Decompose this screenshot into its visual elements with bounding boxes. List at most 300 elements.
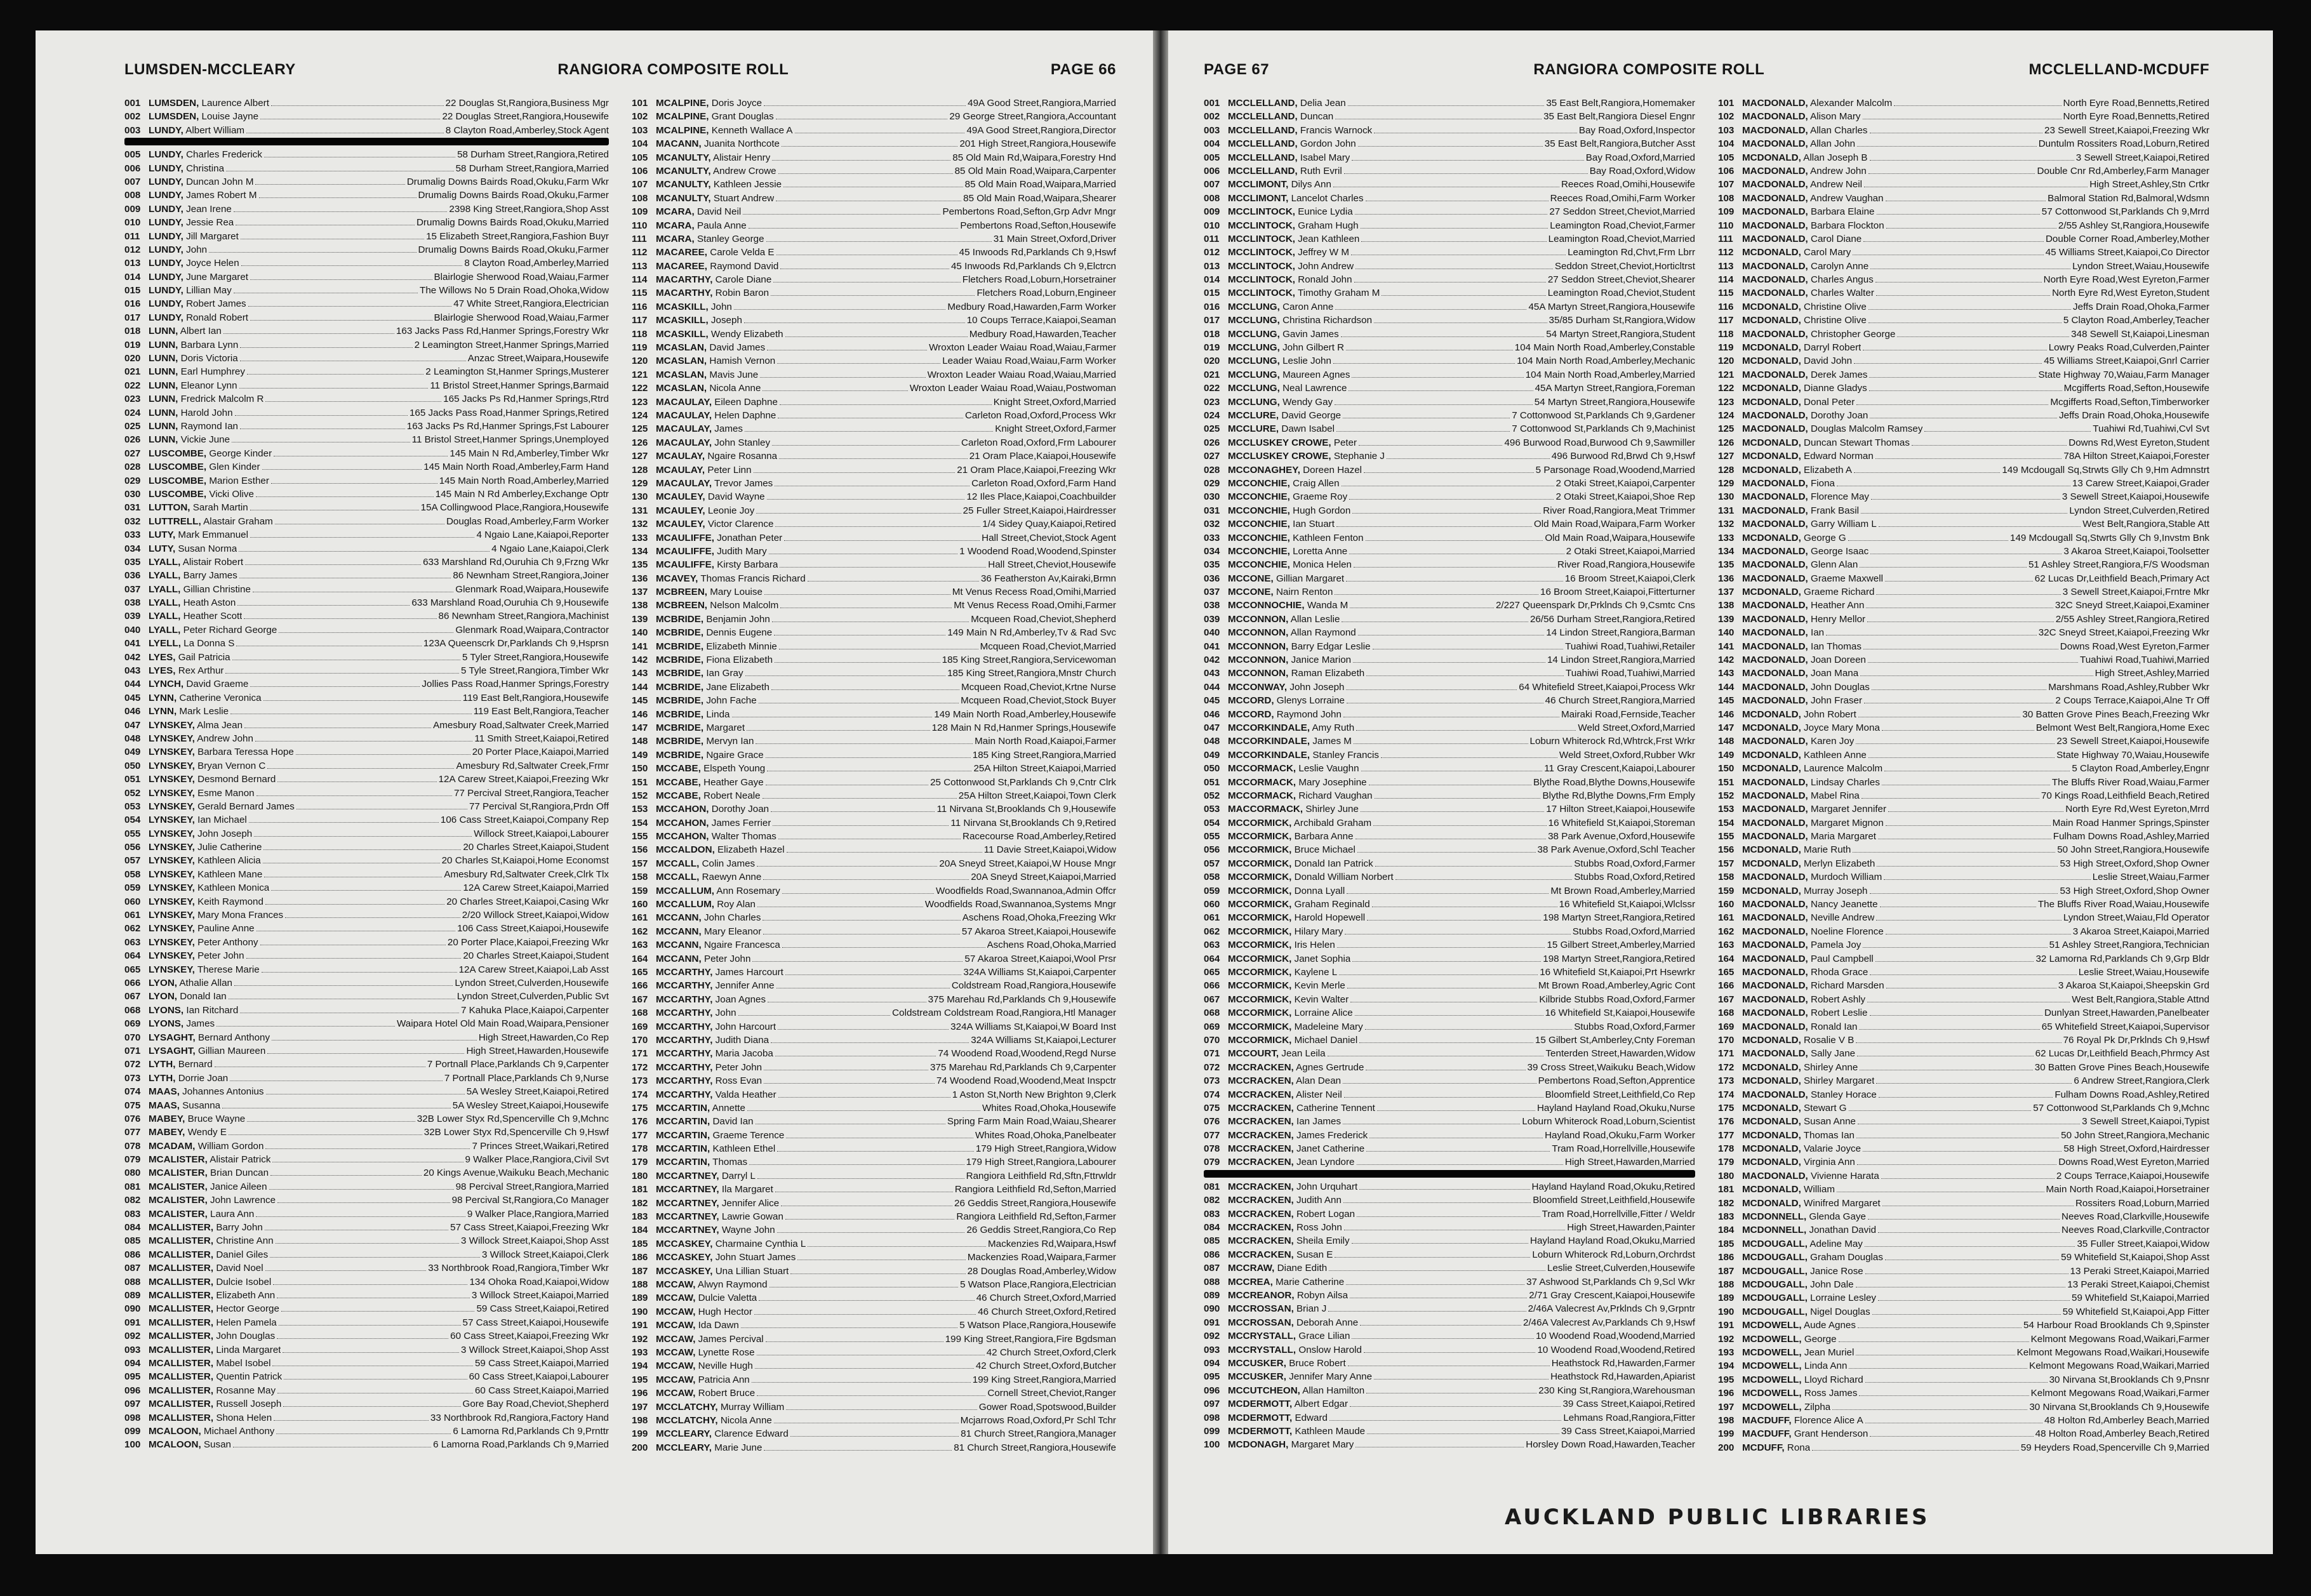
entry-surname: MCCALDON, [656,844,715,856]
entry-number: 172 [632,1061,648,1073]
entry-address: Hayland Hayland Road,Okuku,Married [1529,1235,1695,1247]
entry-name [149,841,262,854]
entry-surname: MCDOUGALL, [1742,1306,1808,1317]
entry-number: 003 [1204,124,1220,136]
entry-surname: MACARTHY, [656,274,713,286]
entry-surname: MACDONALD, [1742,668,1808,679]
entry-given-names: Alistair Henry [713,152,771,163]
entry-given-names: Gillian Christine [183,583,251,595]
entry-name [656,137,780,150]
entry-surname: LUNN, [149,326,178,337]
entry-given-names: Nigel Douglas [1810,1306,1870,1317]
entry-given-names: Doreen Hazel [1303,464,1362,475]
roll-entry [1204,396,1695,409]
entry-surname: MCARA, [656,233,695,244]
entry-address: 3 Sewell Street,Kaiapoi,Housewife [2061,491,2209,503]
roll-entry [632,979,1116,992]
entry-surname: MCDONALD, [1742,451,1801,462]
entry-address: 2/20 Willock Street,Kaiapoi,Widow [462,910,609,921]
entry-number: 164 [632,953,648,964]
entry-number: 030 [124,488,141,500]
dot-leader [232,434,410,442]
entry-address: 633 Marshland Road,Ouruhia Ch 9,Housewife [411,597,609,609]
dot-leader [1865,1266,2068,1274]
entry-address: Douglas Road,Amberley,Farm Worker [446,515,609,527]
entry-number: 152 [1718,790,1735,801]
page-66 [36,30,1153,1554]
entry-number: 035 [124,556,141,568]
entry-given-names: Joan Agnes [715,994,766,1005]
entry-number: 141 [1718,641,1735,652]
dot-leader [763,872,969,880]
dot-leader [1369,1130,1543,1138]
entry-address: 2/55 Ashley St,Rangiora,Housewife [2058,220,2209,231]
entry-name [656,1223,775,1237]
entry-name [1228,436,1357,449]
entry-address: 2398 King Street,Rangiora,Shop Asst [449,203,609,215]
entry-given-names: Donald Ian [180,991,227,1002]
entry-given-names: Madeleine Mary [1294,1021,1363,1032]
entry-surname: MCBRIDE, [656,736,704,747]
entry-name [1742,1183,1835,1196]
roll-entry [632,232,1116,246]
dot-leader [1366,193,1548,201]
entry-number: 068 [124,1004,141,1016]
dot-leader [778,410,963,418]
entry-given-names: Robert Logan [1296,1208,1355,1220]
entry-address: 27 Seddon Street,Cheviot,Shearer [1547,274,1695,286]
entry-number: 150 [632,763,648,775]
roll-entry [1204,1074,1695,1087]
entry-surname: MCCROSSAN, [1228,1317,1294,1328]
dot-leader [269,1181,454,1190]
dot-leader [1875,451,2062,459]
entry-given-names: Wendy Elizabeth [710,328,783,340]
entry-name [656,694,757,707]
entry-given-names: Duncan Stewart Thomas [1804,437,1910,448]
roll-entry [1204,1101,1695,1115]
entry-surname: LYNSKEY, [149,896,195,907]
entry-name [656,341,765,354]
entry-given-names: Valda Heather [715,1089,776,1100]
entry-name [656,1101,745,1115]
entry-name [149,1329,275,1343]
entry-name [656,938,780,952]
roll-entry [632,748,1116,762]
entry-given-names: Judith Diana [715,1034,769,1046]
entry-address: Tuahiwi Road,Tuahiwi,Married [2080,655,2209,666]
entry-surname: MACDONALD, [1742,491,1808,503]
dot-leader [1357,1209,1540,1217]
entry-number: 070 [1204,1034,1220,1046]
entry-surname: MCCLINTOCK, [1228,247,1296,258]
entry-given-names: Wendy E [187,1127,227,1138]
entry-address: Weld Street,Oxford,Married [1578,722,1695,733]
entry-surname: LYNCH, [149,679,184,690]
entry-number: 100 [1204,1439,1220,1451]
entry-number: 102 [1718,111,1735,123]
roll-entry [632,599,1116,612]
dot-leader [1354,274,1546,283]
entry-surname: MCCUTCHEON, [1228,1385,1300,1396]
dot-leader [1877,206,2040,215]
entry-name [1742,1427,1868,1440]
dot-leader [277,1331,448,1339]
entry-address: 36 Featherston Av,Kairaki,Brmn [980,573,1116,584]
roll-entry [632,1101,1116,1115]
entry-name [656,1387,755,1400]
entry-given-names: Fiona Elizabeth [706,655,773,666]
entry-surname: MCCLEARY, [656,1442,712,1453]
entry-address: 39 Cross Street,Waikuku Beach,Widow [1527,1061,1695,1073]
entry-number: 117 [632,315,648,326]
entry-surname: MCDONALD, [1742,342,1801,354]
entry-surname: MCAULIFFE, [656,545,714,557]
entry-surname: MCCANN, [656,926,702,937]
entry-surname: MCCABE, [656,776,701,788]
entry-name [656,436,770,449]
dot-leader [1880,899,2036,907]
entry-number: 028 [124,462,141,473]
entry-surname: LUNDY, [149,163,183,174]
entry-surname: MCARA, [656,220,695,231]
entry-surname: MACDONALD, [1742,872,1808,883]
entry-given-names: Kathleen Anne [1804,749,1867,761]
dot-leader [1832,1402,2027,1410]
entry-name [1228,531,1364,545]
entry-name [1742,802,1886,816]
entry-address: 5A Wesley Street,Kaiapoi,Housewife [452,1100,609,1111]
entry-given-names: Dorothy Joan [1811,409,1868,421]
entry-number: 111 [632,233,647,244]
entry-address: 104 Main North Road,Amberley,Married [1525,369,1695,380]
entry-address: 54 Martyn Street,Rangiora,Housewife [1534,396,1695,408]
entry-number: 071 [1204,1048,1220,1060]
entry-address: Cornell Street,Cheviot,Ranger [987,1388,1116,1399]
entry-surname: MCCALLUM, [656,899,714,910]
dot-leader [255,733,472,741]
entry-given-names: Noeline Florence [1811,926,1884,937]
entry-given-names: Brian Duncan [210,1167,269,1179]
entry-address: 98 Percival St,Rangiora,Co Manager [451,1195,609,1206]
entry-name [656,151,770,164]
entry-name [1742,1074,1874,1087]
entry-number: 143 [632,668,648,679]
dot-leader [774,1415,959,1423]
roll-entry [1718,300,2209,314]
entry-number: 174 [1718,1089,1735,1100]
dot-leader [768,994,926,1002]
dot-leader [1885,573,2033,582]
dot-leader [262,462,422,470]
entry-surname: MCASKILL, [656,301,709,312]
entry-surname: MCALPINE, [656,124,709,136]
entry-name [149,392,263,406]
entry-given-names: Rosanne May [216,1385,276,1396]
entry-name [1228,626,1356,639]
entry-address: Main North Road,Kaiapoi,Horsetrainer [2046,1184,2209,1195]
entry-number: 106 [1718,165,1735,176]
entry-surname: MCCAHON, [656,831,709,842]
entry-given-names: Andrew John [1810,165,1867,176]
dot-leader [1346,342,1513,350]
entry-name [1742,1400,1830,1414]
entry-number: 027 [124,448,141,459]
entry-address: 60 Cass Street,Kaiapoi,Married [474,1385,609,1396]
entry-address: Rangiora Leithfield Rd,Sefton,Married [954,1184,1116,1195]
entry-address: 3 Sewell Street,Kaiapoi,Typist [2082,1116,2209,1127]
entry-surname: MCCORD, [1228,695,1274,707]
entry-name [149,96,269,110]
entry-number: 017 [124,312,141,323]
entry-given-names: Elizabeth Minnie [706,641,777,652]
roll-entry [124,365,609,378]
entry-address: Leslie Street,Waiau,Housewife [2078,967,2209,978]
roll-entry [124,1411,609,1425]
entry-address: 85 Old Main Road,Waipara,Carpenter [954,165,1116,176]
roll-entry [632,938,1116,952]
entry-given-names: Marie Ruth [1804,844,1851,856]
dot-leader [776,980,950,988]
entry-given-names: Donal Peter [1804,396,1855,408]
entry-name [149,976,232,990]
roll-entry [632,898,1116,911]
entry-given-names: James Ferrier [711,817,771,828]
entry-number: 042 [1204,655,1220,666]
dot-leader [1856,1279,2066,1287]
entry-address: Mt Brown Road,Amberley,Agric Cont [1538,980,1695,992]
dot-leader [247,366,423,375]
dot-leader [1886,980,2056,988]
entry-given-names: Robert Bruce [698,1388,756,1399]
entry-name [1228,762,1359,775]
entry-name [149,1411,272,1425]
entry-given-names: Douglas Malcolm Ramsey [1811,423,1923,435]
entry-surname: MCCLIMONT, [1228,179,1289,190]
roll-entry [1718,640,2209,653]
entry-address: 48 Holton Rd,Amberley Beach,Married [2044,1414,2209,1426]
dot-leader [240,340,412,348]
entry-given-names: Wendy Gay [1282,396,1333,408]
dot-leader [771,804,935,812]
entry-number: 105 [1718,152,1735,163]
roll-entry [124,1438,609,1451]
entry-surname: MCANULTY, [656,152,711,163]
dot-leader [1348,98,1545,106]
roll-entry [1204,802,1695,816]
dot-leader [1364,1345,1535,1353]
roll-entry [124,1261,609,1275]
roll-entry [124,1140,609,1153]
entry-name [656,545,767,558]
entry-number: 036 [1204,573,1220,584]
entry-address: Whites Road,Ohoka,Housewife [982,1102,1116,1114]
entry-surname: MCCRYSTALL, [1228,1331,1296,1342]
entry-given-names: Andrew Crowe [713,165,776,176]
entry-number: 020 [124,353,141,364]
dot-leader [1336,519,1532,527]
entry-name [656,219,747,232]
dot-leader [764,587,950,595]
entry-surname: MACAULAY, [656,423,712,435]
entry-address: Jeffs Drain Road,Ohoka,Farmer [2073,301,2209,312]
entry-given-names: Esme Manon [197,787,255,799]
dot-leader [1328,1303,1526,1312]
roll-column [632,96,1116,1454]
entry-surname: MACDONALD, [1742,138,1808,150]
roll-entry [1718,151,2209,164]
entry-given-names: Jonathan Peter [717,532,783,543]
dot-leader [1870,1007,2042,1016]
entry-surname: MACDONALD, [1742,641,1808,652]
entry-name [1228,694,1345,707]
roll-entry [632,219,1116,232]
entry-given-names: Maria Margaret [1811,831,1876,842]
dot-leader [1344,1222,1565,1230]
entry-surname: MCALISTER, [149,1181,208,1192]
entry-name [1228,178,1331,191]
entry-surname: MCCORMICK, [1228,980,1292,992]
roll-entry [632,993,1116,1006]
dot-leader [274,448,448,456]
entry-address: Aschens Road,Ohoka,Freezing Wkr [962,912,1116,924]
entry-address: 9 Walker Place,Rangiora,Married [467,1208,609,1220]
entry-address: 51 Ashley Street,Rangiora,F/S Woodsman [2028,559,2209,571]
roll-entry [632,911,1116,924]
dot-leader [1884,763,2070,771]
dot-leader [757,858,937,867]
entry-number: 034 [1204,545,1220,557]
entry-address: 27 Seddon Street,Cheviot,Married [1549,206,1695,218]
entry-given-names: Janet Sophia [1294,953,1351,964]
roll-entry [1718,830,2209,843]
entry-name [149,1044,265,1058]
dot-leader [223,326,394,334]
roll-entry [124,596,609,609]
entry-address: Wroxton Leader Waiau Road,Waiau,Married [927,369,1116,380]
dot-leader [296,801,467,809]
roll-entry [124,637,609,650]
dot-leader [1335,111,1542,119]
entry-address: Knight Street,Oxford,Farmer [995,423,1116,435]
entry-address: 60 Cass Street,Kaiapoi,Freezing Wkr [450,1331,609,1342]
entry-address: 15 Elizabeth Street,Rangiora,Fashion Buyr [426,230,609,242]
entry-given-names: Elizabeth Ann [216,1289,276,1301]
entry-address: 30 Nirvana St,Brooklands Ch 9,Housewife [2029,1401,2209,1413]
dot-leader [1366,1385,1536,1393]
entry-name [1228,1289,1348,1302]
entry-given-names: Charles Frederick [186,149,262,161]
entry-given-names: Jennifer Mary Anne [1289,1371,1373,1383]
entry-name [149,1221,263,1234]
entry-given-names: Loretta Anne [1293,545,1348,557]
entry-given-names: Trevor James [714,477,773,489]
entry-given-names: Peter [1333,437,1357,448]
entry-surname: MACDONALD, [1742,600,1808,611]
entry-given-names: Amy Ruth [1312,722,1355,733]
entry-name [1228,1261,1327,1275]
entry-surname: MAAS, [149,1086,180,1098]
dot-leader [256,923,455,931]
entry-name [1742,776,1880,789]
entry-number: 063 [124,936,141,948]
dot-leader [808,573,979,582]
entry-address: Pembertons Road,Sefton,Grp Advr Mngr [942,206,1116,218]
entry-number: 100 [124,1439,141,1451]
entry-given-names: Carole Velda E [710,247,775,258]
entry-surname: MCCARTHY, [656,994,713,1005]
dot-leader [1858,709,2021,717]
dot-leader [284,1371,467,1380]
entry-name [149,677,248,691]
entry-name [149,1112,245,1126]
roll-entry [1204,110,1695,123]
entry-given-names: Alan Dean [1296,1075,1342,1087]
entry-number: 124 [632,409,648,421]
roll-entry [632,463,1116,477]
roll-entry [124,447,609,460]
dot-leader [283,1399,460,1407]
roll-entry [1718,979,2209,992]
entry-surname: MCCALLUM, [656,885,714,896]
dot-leader [1858,1320,2021,1328]
entry-number: 015 [1204,288,1220,299]
dot-leader [1869,383,2062,391]
entry-surname: LYSAGHT, [149,1032,196,1043]
dot-leader [767,342,927,350]
entry-given-names: Peter Linn [707,464,752,475]
entry-surname: MCCLINTOCK, [1228,233,1296,244]
roll-entry [124,664,609,677]
entry-given-names: Judith Ann [1296,1195,1342,1206]
entry-address: Pembertons Road,Sefton,Apprentice [1538,1075,1695,1087]
entry-number: 151 [1718,776,1735,788]
entry-surname: MCAULAY, [656,464,705,475]
entry-address: Gore Bay Road,Cheviot,Shepherd [462,1399,609,1410]
roll-entry [1718,1441,2209,1454]
entry-given-names: Derek James [1811,369,1868,380]
entry-surname: MCDONALD, [1742,858,1801,869]
entry-address: Tenterden Street,Hawarden,Widow [1545,1048,1695,1060]
entry-address: 45 Inwoods Rd,Parklands Ch 9,Hswf [959,247,1116,258]
entry-given-names: Clarence Edward [714,1428,789,1440]
entry-name [1228,1047,1326,1060]
entry-given-names: Diane Edith [1277,1263,1328,1274]
entry-number: 053 [124,801,141,812]
entry-given-names: Robyn Ailsa [1296,1289,1349,1301]
header-title: RANGIORA COMPOSITE ROLL [557,61,789,78]
entry-address: Pembertons Road,Sefton,Housewife [960,220,1116,231]
entry-address: 86 Newnham Street,Rangiora,Joiner [453,570,609,582]
entry-surname: MACAULAY, [656,409,712,421]
entry-given-names: Ruth Evril [1300,165,1342,176]
entry-number: 125 [1718,423,1735,435]
entry-address: Old Main Road,Waipara,Housewife [1545,532,1695,543]
roll-entry [632,802,1116,816]
entry-address: 59 Cass Street,Kaiapoi,Married [474,1357,609,1369]
roll-entry [1718,409,2209,422]
roll-entry [1718,219,2209,232]
entry-given-names: Marie June [714,1442,763,1453]
entry-surname: MCCLEARY, [656,1428,712,1440]
entry-name [1742,314,1867,327]
dot-leader [1870,967,2076,975]
entry-address: Leslie Street,Waiau,Farmer [2092,872,2209,883]
roll-entry [632,870,1116,884]
entry-number: 081 [1204,1181,1220,1192]
roll-entry [1204,667,1695,680]
entry-name [656,463,752,477]
